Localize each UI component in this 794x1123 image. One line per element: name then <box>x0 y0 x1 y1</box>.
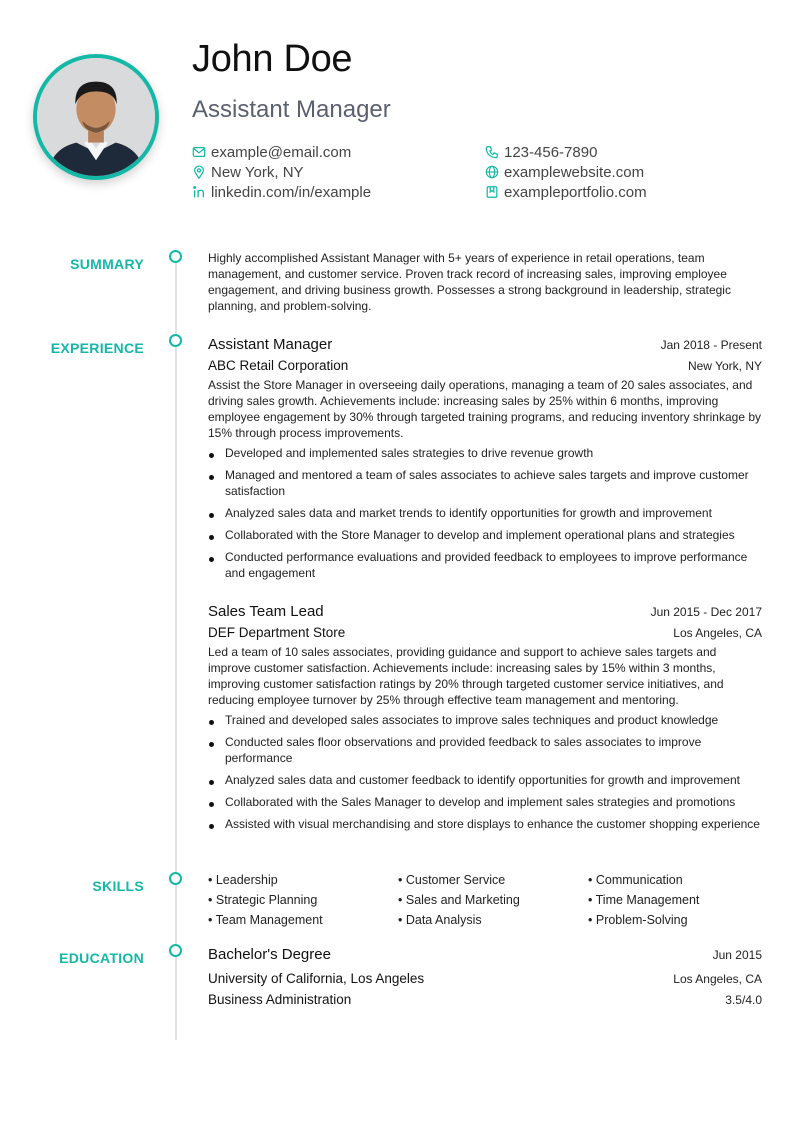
skill-item: • Problem-Solving <box>588 912 762 928</box>
job-bullets <box>208 712 762 832</box>
mail-icon <box>192 145 206 159</box>
contact-phone-text: 123-456-7890 <box>504 143 598 161</box>
contact-linkedin[interactable] <box>192 183 371 201</box>
list-item: Analyzed sales data and market trends to identify opportunities for growth and improvement <box>208 505 762 521</box>
contact-website[interactable] <box>485 163 644 181</box>
education-school-row <box>208 971 762 986</box>
linkedin-icon <box>192 185 206 199</box>
list-item: Assisted with visual merchandising and store displays to enhance the customer shopping experience <box>208 816 762 832</box>
skill-item: • Customer Service <box>398 872 588 888</box>
job-company: ABC Retail Corporation <box>208 358 349 373</box>
job-title: Assistant Manager <box>208 336 333 353</box>
timeline-line <box>175 262 177 1040</box>
skill-item: • Time Management <box>588 892 762 908</box>
timeline-dot-skills <box>169 872 182 885</box>
skill-item: • Team Management <box>208 912 398 928</box>
list-item: Collaborated with the Store Manager to develop and implement operational plans and strategies <box>208 527 762 543</box>
education-field-row <box>208 992 762 1007</box>
list-item: Developed and implemented sales strategies to drive revenue growth <box>208 445 762 461</box>
list-item: Trained and developed sales associates to improve sales techniques and product knowledge <box>208 712 762 728</box>
education-field: Business Administration <box>208 992 352 1007</box>
education-gpa: 3.5/4.0 <box>725 993 762 1007</box>
contact-portfolio-text: exampleportfolio.com <box>504 183 647 201</box>
education-degree: Bachelor's Degree <box>208 946 331 963</box>
experience-entry <box>208 603 762 838</box>
job-title: Sales Team Lead <box>208 603 324 620</box>
timeline-dot-summary <box>169 250 182 263</box>
job-company-row <box>208 358 762 373</box>
skill-item: • Strategic Planning <box>208 892 398 908</box>
job-dates: Jan 2018 - Present <box>660 338 762 352</box>
education-header <box>208 946 762 963</box>
section-label-education: EDUCATION <box>59 950 144 966</box>
skill-item: • Leadership <box>208 872 398 888</box>
job-header <box>208 603 762 620</box>
section-label-summary: SUMMARY <box>70 256 144 272</box>
list-item: Collaborated with the Sales Manager to develop and implement sales strategies and promotions <box>208 794 762 810</box>
education-date: Jun 2015 <box>712 948 762 962</box>
section-label-experience: EXPERIENCE <box>50 340 144 356</box>
contact-website-text: examplewebsite.com <box>504 163 645 181</box>
globe-icon <box>485 165 499 179</box>
map-pin-icon <box>192 165 206 179</box>
job-location: Los Angeles, CA <box>673 626 762 640</box>
skills-grid <box>208 872 762 928</box>
education-school: University of California, Los Angeles <box>208 971 425 986</box>
candidate-name: John Doe <box>192 38 353 80</box>
list-item: Managed and mentored a team of sales associates to achieve sales targets and improve customer satisfaction <box>208 467 762 499</box>
contact-email-text: example@email.com <box>211 143 352 161</box>
experience-entry <box>208 336 762 587</box>
job-description: Led a team of 10 sales associates, providing guidance and support to achieve sales targets and improve customer satisfaction. Achievements include: increasing sales by 15% within 3 months, improving customer satisfaction ratings by 20% through targeted customer service initiatives, and reducing employee turnover by 25% through effective team management and mentoring. <box>208 645 724 707</box>
profile-photo <box>33 54 159 180</box>
job-company-row <box>208 625 762 640</box>
contact-phone[interactable] <box>485 143 597 161</box>
timeline-dot-experience <box>169 334 182 347</box>
bookmark-icon <box>485 185 499 199</box>
education-entry <box>208 946 762 1007</box>
job-location: New York, NY <box>687 359 762 373</box>
list-item: Analyzed sales data and customer feedback to identify opportunities for growth and improvement <box>208 772 762 788</box>
job-dates: Jun 2015 - Dec 2017 <box>650 605 762 619</box>
job-company: DEF Department Store <box>208 625 346 640</box>
contact-portfolio[interactable] <box>485 183 647 201</box>
list-item: Conducted sales floor observations and provided feedback to sales associates to improve performance <box>208 734 762 766</box>
section-label-skills: SKILLS <box>92 878 144 894</box>
contact-linkedin-text: linkedin.com/in/example <box>211 183 372 201</box>
job-bullets <box>208 445 762 581</box>
contact-location-text: New York, NY <box>211 163 304 181</box>
skill-item: • Data Analysis <box>398 912 588 928</box>
job-header <box>208 336 762 353</box>
skill-item: • Sales and Marketing <box>398 892 588 908</box>
skill-item: • Communication <box>588 872 762 888</box>
job-description: Assist the Store Manager in overseeing daily operations, managing a team of 20 sales associates, and driving sales growth. Achievements include: increasing sales by 25% within 6 months, improving employee engagement by 30% through targeted training programs, and reducing inventory shrinkage by 15% through process improvements. <box>208 378 762 440</box>
contact-email[interactable] <box>192 143 351 161</box>
list-item: Conducted performance evaluations and provided feedback to employees to improve performance and engagement <box>208 549 762 581</box>
candidate-title: Assistant Manager <box>192 96 391 123</box>
timeline-dot-education <box>169 944 182 957</box>
phone-icon <box>485 145 499 159</box>
summary-text: Highly accomplished Assistant Manager with 5+ years of experience in retail operations, team management, and customer service. Proven track record of increasing sales, improving employee engagement, and driving business growth. Possesses a strong background in leadership, strategic planning, and problem-solving. <box>208 251 731 313</box>
education-location: Los Angeles, CA <box>673 972 762 986</box>
contact-location <box>192 163 304 181</box>
